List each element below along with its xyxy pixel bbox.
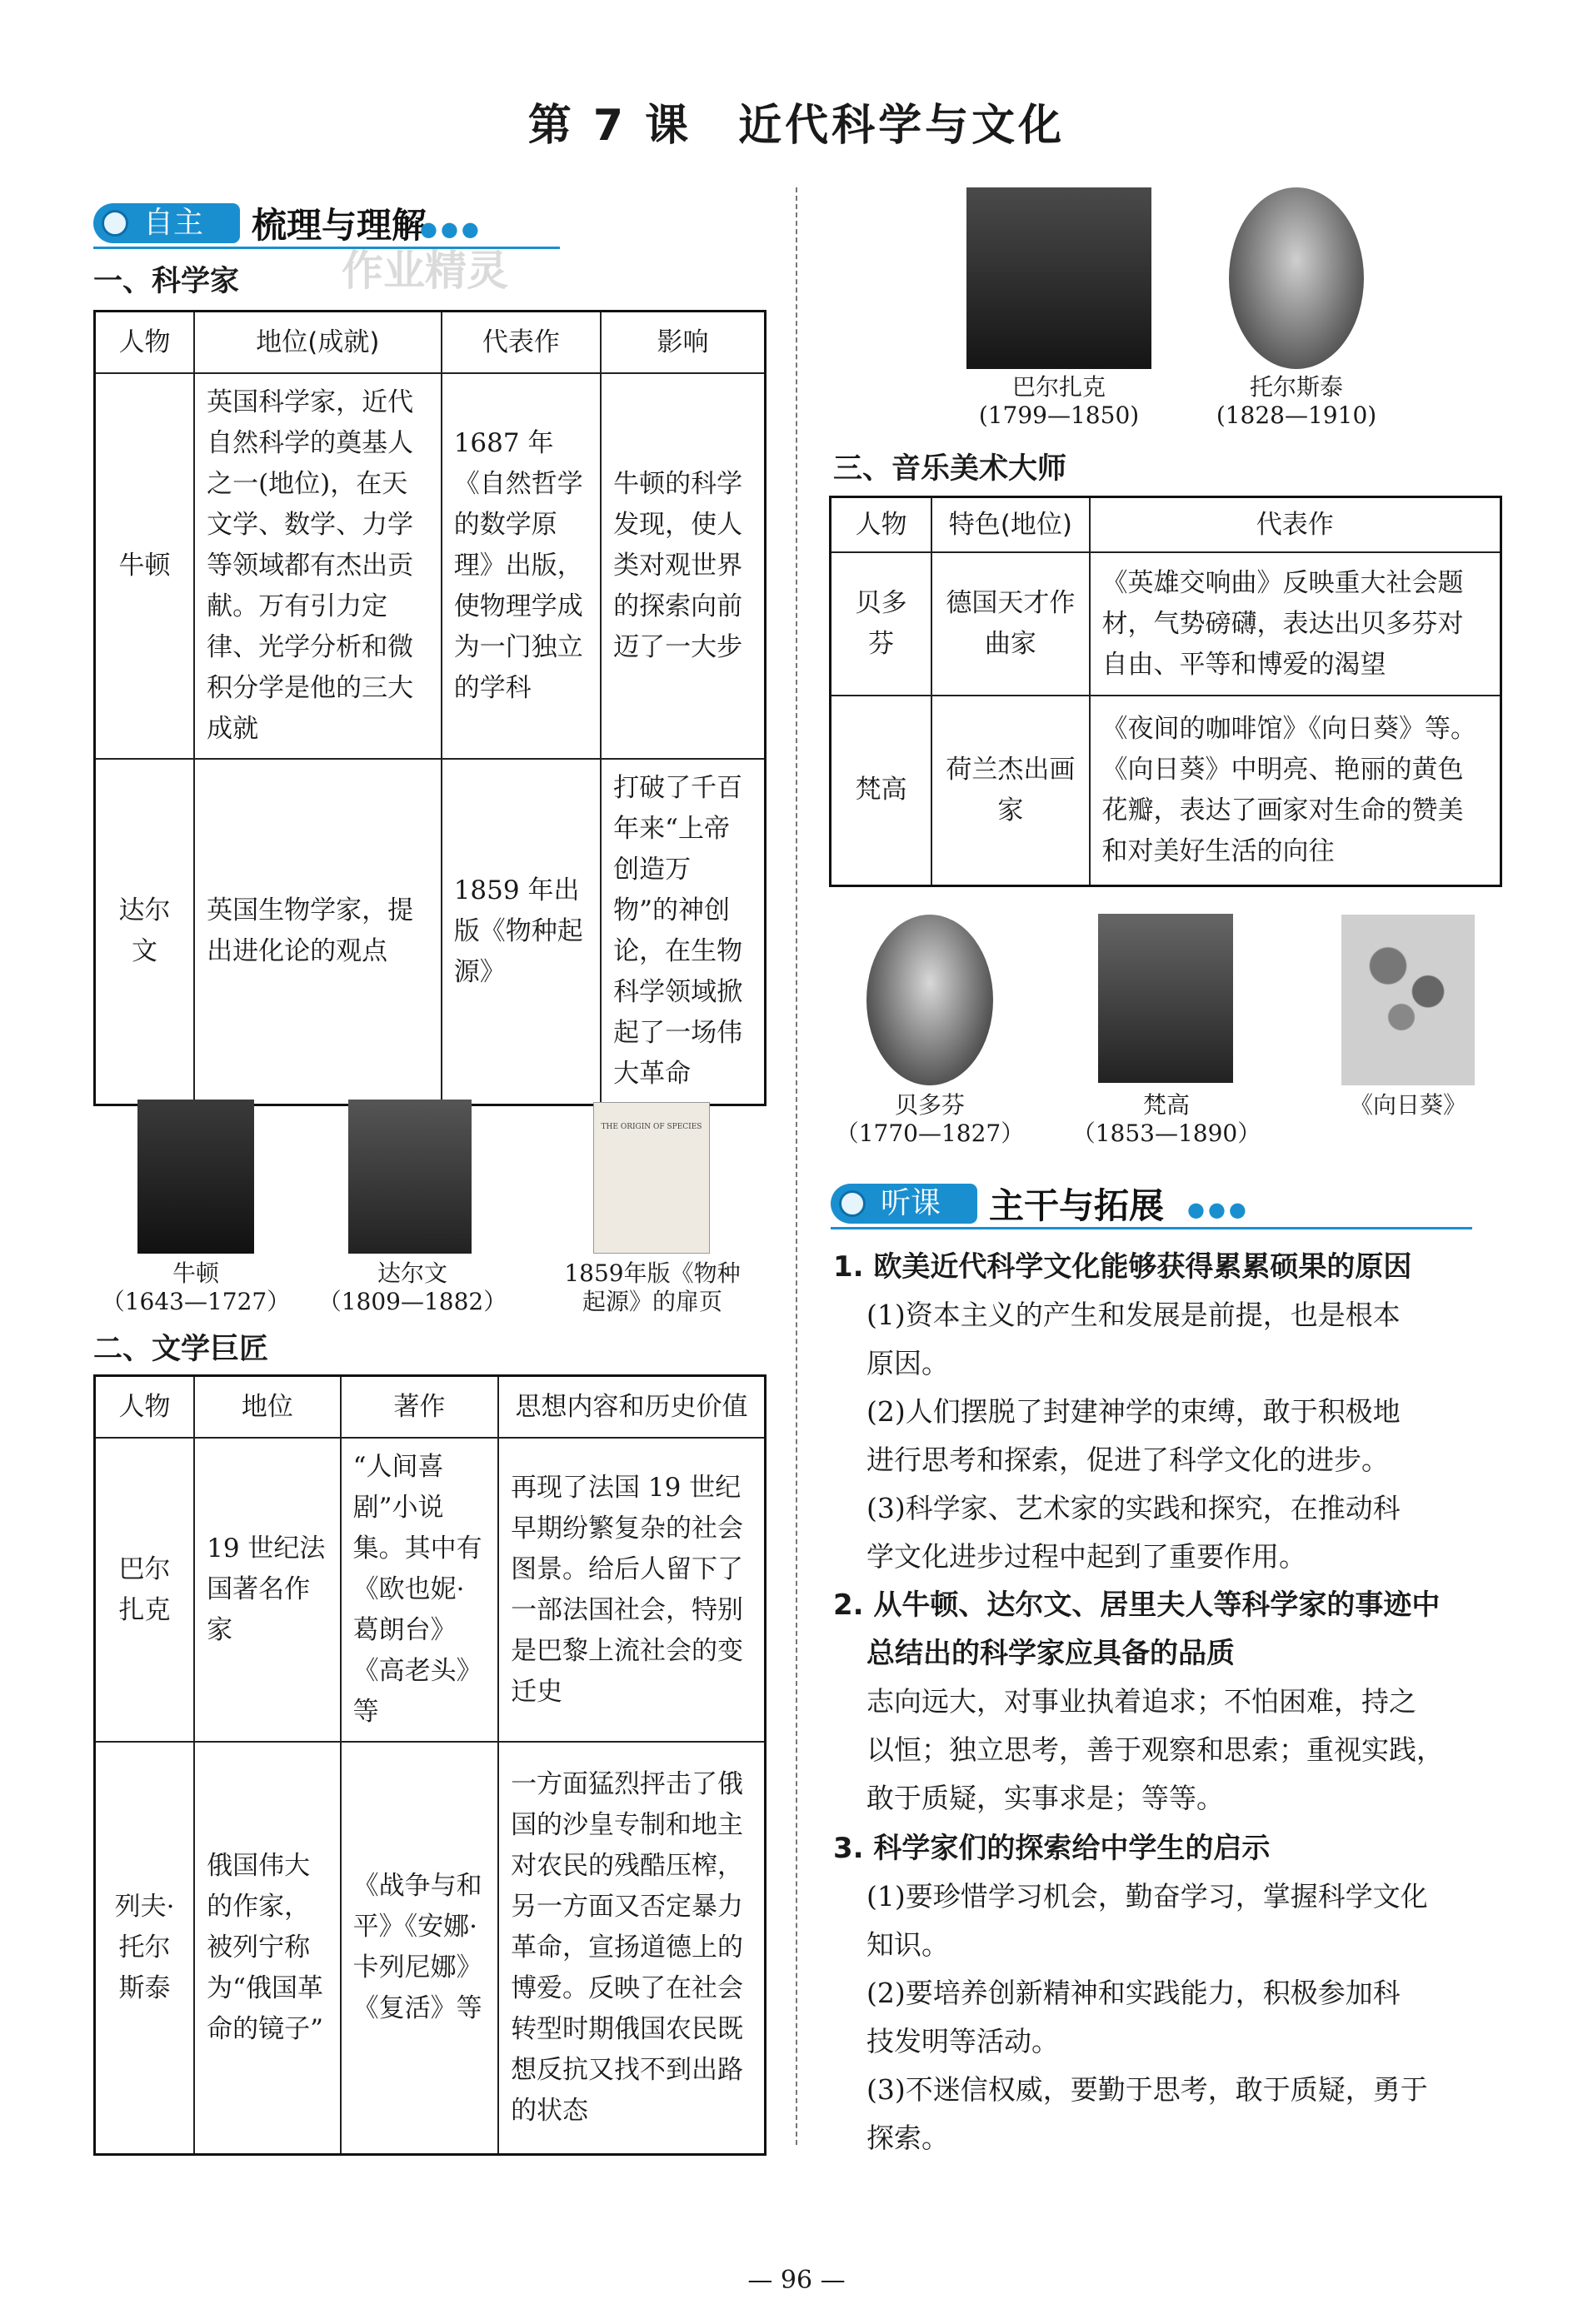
point-line: 原因。 [866,1347,949,1379]
person-cell: 贝多芬 [831,552,932,696]
point-line: 知识。 [866,1928,949,1961]
picture-years: （1770—1827） [835,1120,1025,1147]
column-divider [796,187,797,2145]
scientists-table [93,310,767,1106]
point-question: 1. 欧美近代科学文化能够获得累累硕果的原因 [833,1250,1412,1284]
table-header: 地位(成就) [194,312,442,374]
table-header: 人物 [95,1376,195,1439]
point-line: (1)资本主义的产生和发展是前提，也是根本 [866,1299,1401,1331]
table-header: 人物 [831,497,932,553]
person-cell: 列夫·托尔斯泰 [95,1742,195,2154]
key-point-2 [833,1581,1516,1823]
section-heading: 主干与拓展 [989,1185,1165,1226]
section-banner-lecture [831,1179,1472,1229]
picture-caption: 巴尔扎克 [1011,373,1106,401]
picture-caption: 《向日葵》 [1349,1091,1466,1119]
circle-icon [102,210,128,237]
darwin-portrait-image [348,1100,472,1254]
picture-caption: 贝多芬 [894,1091,965,1119]
impact-cell: 牛顿的科学发现，使人类对观世界的探索向前迈了一大步 [601,373,765,759]
point-line: (2)要培养创新精神和实践能力，积极参加科 [866,1977,1401,2009]
circle-icon [839,1190,866,1217]
status-cell: 英国科学家，近代自然科学的奠基人之一(地位)，在天文学、数学、力学等领域都有杰出贡献。万有引力定律、光学分析和微积分学是他的三大成就 [194,373,442,759]
section-rule [831,1227,1472,1229]
table-header: 特色(地位) [931,497,1089,553]
table-header: 人物 [95,312,195,374]
table-header: 著作 [341,1376,498,1439]
picture-years: （1643—1727） [101,1288,291,1315]
key-point-3 [833,1824,1516,2162]
dots-icon: ●●● [1187,1197,1250,1221]
point-line: 以恒；独立思考，善于观察和思索；重视实践， [866,1733,1444,1766]
point-question-cont: 总结出的科学家应具备的品质 [866,1637,1235,1670]
status-cell: 俄国伟大的作家，被列宁称为“俄国革命的镜子” [194,1742,341,2154]
status-cell: 19 世纪法国著名作家 [194,1438,341,1742]
picture-years: (1828—1910) [1216,401,1377,429]
value-cell: 一方面猛烈抨击了俄国的沙皇专制和地主对农民的残酷压榨，另一方面又否定暴力革命，宣扬道德上的博爱。反映了在社会转型时期俄国农民既想反抗又找不到出路的状态 [498,1742,765,2154]
point-line: (2)人们摆脱了封建神学的束缚，敢于积极地 [866,1395,1401,1428]
point-line: 敢于质疑，实事求是；等等。 [866,1782,1224,1814]
point-line: (1)要珍惜学习机会，勤奋学习，掌握科学文化 [866,1880,1428,1913]
subheading-scientists: 一、科学家 [93,265,240,298]
work-cell: 《英雄交响曲》反映重大社会题材，气势磅礴，表达出贝多芬对自由、平等和博爱的渴望 [1090,552,1501,696]
picture-caption: 牛顿 [172,1259,219,1287]
work-cell: 1687 年《自然哲学的数学原理》出版，使物理学成为一门独立的学科 [442,373,601,759]
point-line: 进行思考和探索，促进了科学文化的进步。 [866,1444,1389,1476]
table-header-row [95,312,766,374]
beethoven-portrait-image [866,915,993,1085]
point-line: 志向远大，对事业执着追求；不怕困难，持之 [866,1685,1416,1718]
table-header: 思想内容和历史价值 [498,1376,765,1439]
section-pill [93,203,240,243]
point-line: 探索。 [866,2122,949,2154]
status-cell: 德国天才作曲家 [931,552,1089,696]
status-cell: 荷兰杰出画家 [931,696,1089,885]
person-cell: 巴尔扎克 [95,1438,195,1742]
section-pill [831,1184,977,1224]
impact-cell: 打破了千百年来“上帝创造万物”的神创论，在生物科学领域掀起了一场伟大革命 [601,759,765,1105]
table-header: 代表作 [1090,497,1501,553]
work-cell: 1859 年出版《物种起源》 [442,759,601,1105]
person-cell: 达尔文 [95,759,195,1105]
point-line: (3)不迷信权威，要勤于思考，敢于质疑，勇于 [866,2073,1428,2106]
key-point-1 [833,1243,1516,1581]
book-cover-title: THE ORIGIN OF SPECIES [601,1123,702,1131]
person-cell: 牛顿 [95,373,195,759]
sunflowers-painting-image [1341,915,1475,1085]
table-header: 代表作 [442,312,601,374]
point-question: 2. 从牛顿、达尔文、居里夫人等科学家的事迹中 [833,1588,1441,1622]
table-row [95,1438,766,1742]
point-line: (3)科学家、艺术家的实践和探究，在推动科 [866,1492,1401,1524]
literature-table [93,1374,767,2156]
table-row [95,1742,766,2154]
status-cell: 英国生物学家，提出进化论的观点 [194,759,442,1105]
music-art-table [829,496,1502,887]
dots-icon: ●●● [420,217,482,241]
point-line: 学文化进步过程中起到了重要作用。 [866,1540,1306,1573]
watermark: 作业精灵 [342,247,508,295]
picture-caption: 托尔斯泰 [1249,373,1343,401]
table-row [95,759,766,1105]
tolstoy-portrait-image [1229,187,1364,369]
picture-caption: 达尔文 [377,1259,447,1287]
table-row [831,696,1501,885]
table-header-row [95,1376,766,1439]
table-header: 影响 [601,312,765,374]
picture-caption: 1859年版《物种起源》的扉页 [564,1259,741,1315]
pill-label: 听课 [881,1186,941,1220]
point-question: 3. 科学家们的探索给中学生的启示 [833,1832,1271,1865]
section-heading: 梳理与理解 [252,205,427,246]
table-header: 地位 [194,1376,341,1439]
pill-label: 自主 [143,206,204,240]
work-cell: 《夜间的咖啡馆》《向日葵》等。《向日葵》中明亮、艳丽的黄色花瓣，表达了画家对生命的赞美和对美好生活的向往 [1090,696,1501,885]
picture-years: （1853—1890） [1071,1120,1261,1147]
picture-caption: 梵高 [1142,1091,1190,1119]
person-cell: 梵高 [831,696,932,885]
van-gogh-portrait-image [1098,914,1233,1083]
table-row [831,552,1501,696]
point-line: 技发明等活动。 [866,2025,1059,2057]
table-header-row [831,497,1501,553]
subheading-literature: 二、文学巨匠 [93,1333,269,1366]
page-number: — 96 — [747,2266,846,2295]
value-cell: 再现了法国 19 世纪早期纷繁复杂的社会图景。给后人留下了一部法国社会，特别是巴黎上流社会的变迁史 [498,1438,765,1742]
table-row [95,373,766,759]
picture-years: （1809—1882） [317,1288,507,1315]
picture-years: (1799—1850) [978,401,1140,429]
subheading-music-art: 三、音乐美术大师 [833,452,1067,486]
balzac-portrait-image [966,187,1151,369]
newton-portrait-image [137,1100,254,1254]
work-cell: 《战争与和平》《安娜·卡列尼娜》《复活》等 [341,1742,498,2154]
origin-of-species-title-page-image [593,1102,710,1254]
work-cell: “人间喜剧”小说集。其中有《欧也妮·葛朗台》《高老头》等 [341,1438,498,1742]
lesson-title: 第 7 课 近代科学与文化 [527,101,1066,151]
